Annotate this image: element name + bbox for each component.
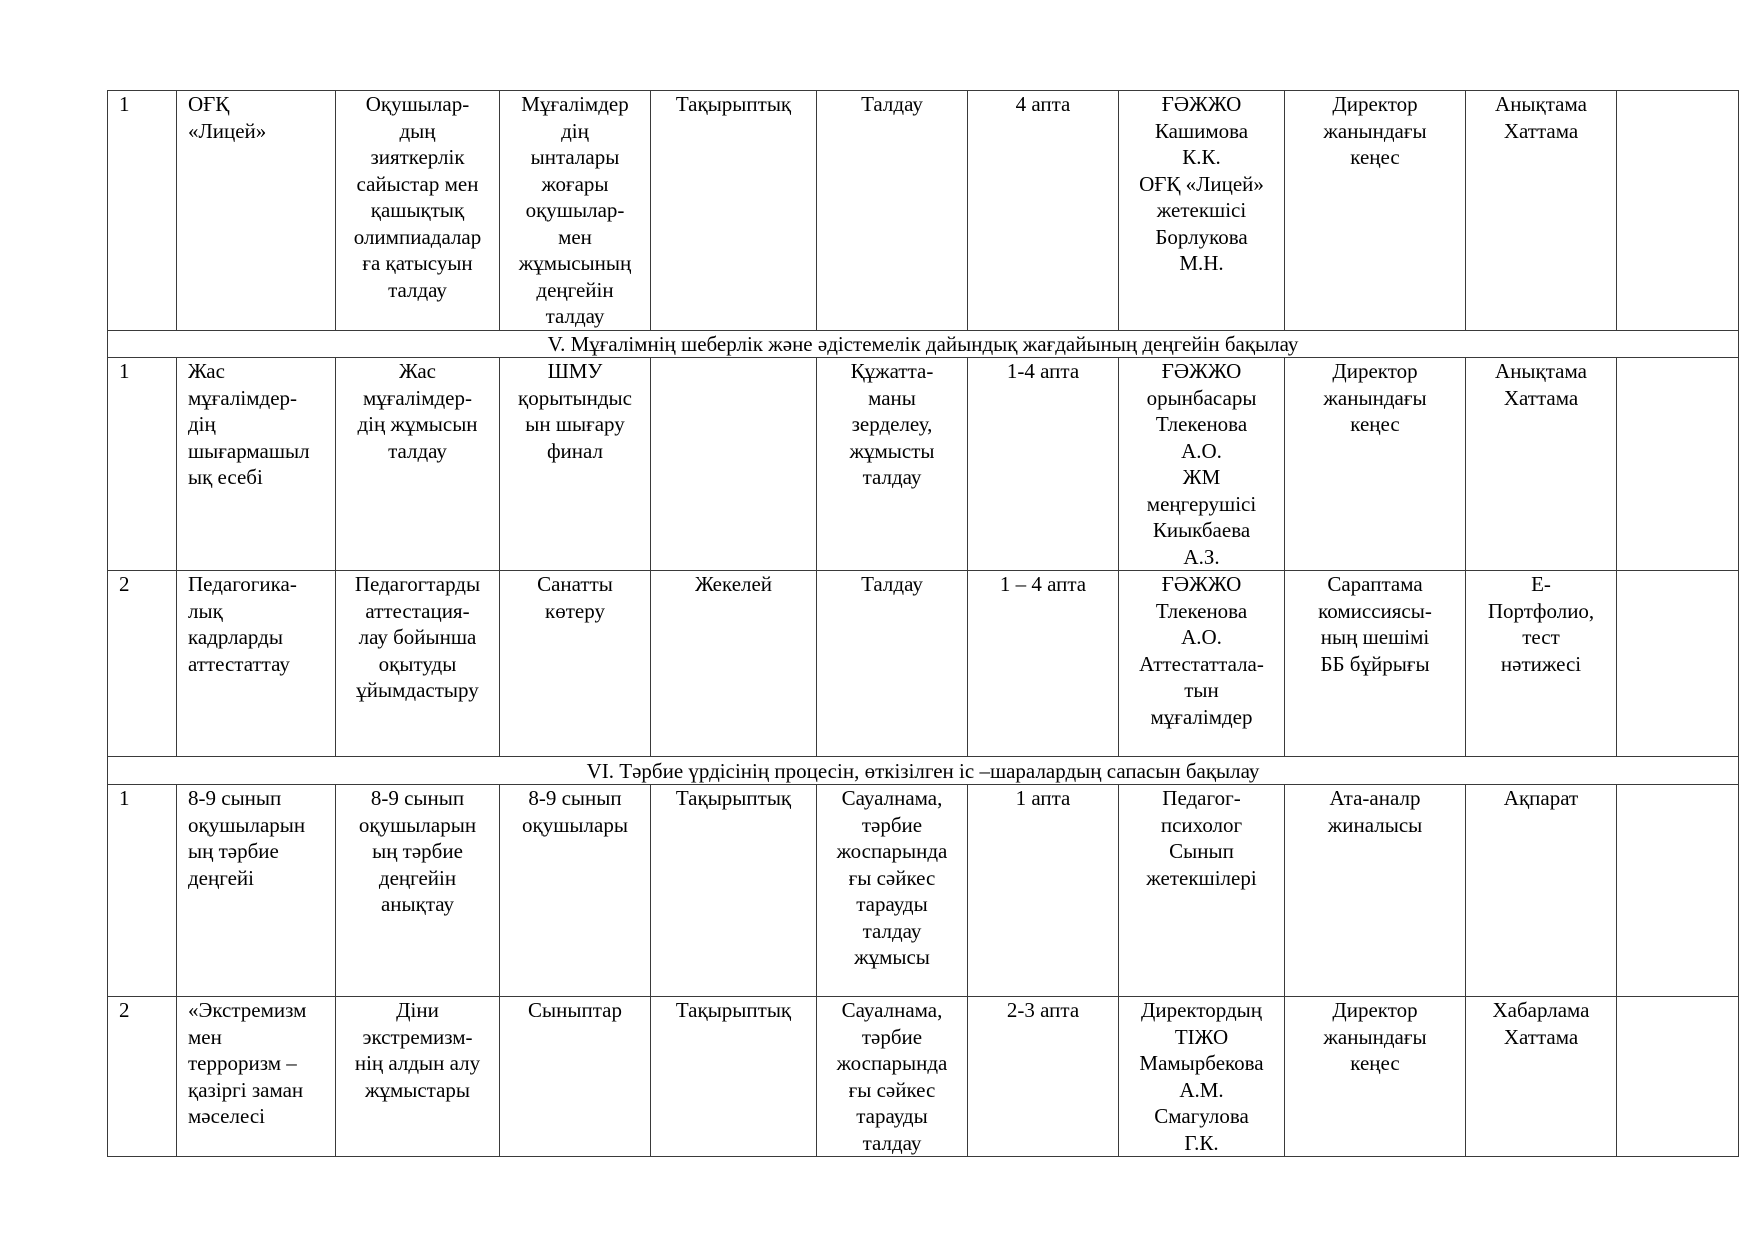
control-purpose-cell: Оқушылар- дың зияткерлік сайыстар мен қашықтық олимпиадалар ға қатысуын талдау	[336, 91, 500, 331]
result-cell: Хабарлама Хаттама	[1466, 997, 1617, 1157]
control-topic-cell: Жас мұғалімдер- дің шығармашыл ық есебі	[177, 358, 336, 571]
control-object-cell: Санатты көтеру	[500, 571, 651, 757]
control-topic-cell: ОҒҚ «Лицей»	[177, 91, 336, 331]
control-type-cell: Жекелей	[651, 571, 817, 757]
row-number-cell: 2	[108, 571, 177, 757]
review-place-cell: Директор жанындағы кеңес	[1285, 997, 1466, 1157]
row-number-cell: 1	[108, 91, 177, 331]
table-row	[108, 785, 1739, 997]
control-method-cell: Сауалнама, тәрбие жоспарында ғы сәйкес тарауды талдау жұмысы	[817, 785, 968, 997]
control-object-cell: ШМУ қорытындыс ын шығару финал	[500, 358, 651, 571]
table-row	[108, 997, 1739, 1157]
control-method-cell: Талдау	[817, 571, 968, 757]
control-topic-cell: 8-9 сынып оқушыларын ың тәрбие деңгейі	[177, 785, 336, 997]
control-purpose-cell: Жас мұғалімдер- дің жұмысын талдау	[336, 358, 500, 571]
control-purpose-cell: 8-9 сынып оқушыларын ың тәрбие деңгейін анықтау	[336, 785, 500, 997]
review-place-cell: Директор жанындағы кеңес	[1285, 91, 1466, 331]
control-time-cell: 1-4 апта	[968, 358, 1119, 571]
result-cell: Анықтама Хаттама	[1466, 358, 1617, 571]
row-number-cell: 1	[108, 785, 177, 997]
extra-cell	[1617, 571, 1739, 757]
control-object-cell: Сыныптар	[500, 997, 651, 1157]
control-object-cell: Мұғалімдер дің ынталары жоғары оқушылар- мен жұмысының деңгейін талдау	[500, 91, 651, 331]
row-number-cell: 1	[108, 358, 177, 571]
control-plan-table	[107, 90, 1739, 1157]
control-type-cell: Тақырыптық	[651, 785, 817, 997]
responsible-cell: ҒӘЖЖО орынбасары Тлекенова А.О. ЖМ меңгерушісі Киыкбаева А.З.	[1119, 358, 1285, 571]
responsible-cell: ҒӘЖЖО Тлекенова А.О. Аттестаттала- тын мұғалімдер	[1119, 571, 1285, 757]
control-purpose-cell: Діни экстремизм- нің алдын алу жұмыстары	[336, 997, 500, 1157]
result-cell: Е- Портфолио, тест нәтижесі	[1466, 571, 1617, 757]
control-method-cell: Сауалнама, тәрбие жоспарында ғы сәйкес тарауды талдау	[817, 997, 968, 1157]
extra-cell	[1617, 91, 1739, 331]
control-time-cell: 2-3 апта	[968, 997, 1119, 1157]
table-row	[108, 91, 1739, 331]
extra-cell	[1617, 785, 1739, 997]
review-place-cell: Ата-аналр жиналысы	[1285, 785, 1466, 997]
control-time-cell: 1 – 4 апта	[968, 571, 1119, 757]
review-place-cell: Директор жанындағы кеңес	[1285, 358, 1466, 571]
responsible-cell: Педагог- психолог Сынып жетекшілері	[1119, 785, 1285, 997]
table-row	[108, 358, 1739, 571]
extra-cell	[1617, 358, 1739, 571]
result-cell: Анықтама Хаттама	[1466, 91, 1617, 331]
extra-cell	[1617, 997, 1739, 1157]
section-title: V. Мұғалімнің шеберлік және әдістемелік дайындық жағдайының деңгейін бақылау	[108, 331, 1739, 358]
control-type-cell: Тақырыптық	[651, 997, 817, 1157]
control-topic-cell: Педагогика- лық кадрларды аттестаттау	[177, 571, 336, 757]
section-header-row	[108, 331, 1739, 358]
review-place-cell: Сараптама комиссиясы- ның шешімі ББ бұйрығы	[1285, 571, 1466, 757]
table-row	[108, 571, 1739, 757]
result-cell: Ақпарат	[1466, 785, 1617, 997]
control-method-cell: Талдау	[817, 91, 968, 331]
control-method-cell: Құжатта- маны зерделеу, жұмысты талдау	[817, 358, 968, 571]
control-purpose-cell: Педагогтарды аттестация- лау бойынша оқытуды ұйымдастыру	[336, 571, 500, 757]
responsible-cell: ҒӘЖЖО Кашимова К.К. ОҒҚ «Лицей» жетекшісі Борлукова М.Н.	[1119, 91, 1285, 331]
responsible-cell: Директордың ТІЖО Мамырбекова А.М. Смагулова Г.К.	[1119, 997, 1285, 1157]
control-type-cell	[651, 358, 817, 571]
control-object-cell: 8-9 сынып оқушылары	[500, 785, 651, 997]
control-time-cell: 1 апта	[968, 785, 1119, 997]
section-title: VI. Тәрбие үрдісінің процесін, өткізілген іс –шаралардың сапасын бақылау	[108, 757, 1739, 785]
control-type-cell: Тақырыптық	[651, 91, 817, 331]
row-number-cell: 2	[108, 997, 177, 1157]
control-time-cell: 4 апта	[968, 91, 1119, 331]
section-header-row	[108, 757, 1739, 785]
control-topic-cell: «Экстремизм мен терроризм – қазіргі заман мәселесі	[177, 997, 336, 1157]
